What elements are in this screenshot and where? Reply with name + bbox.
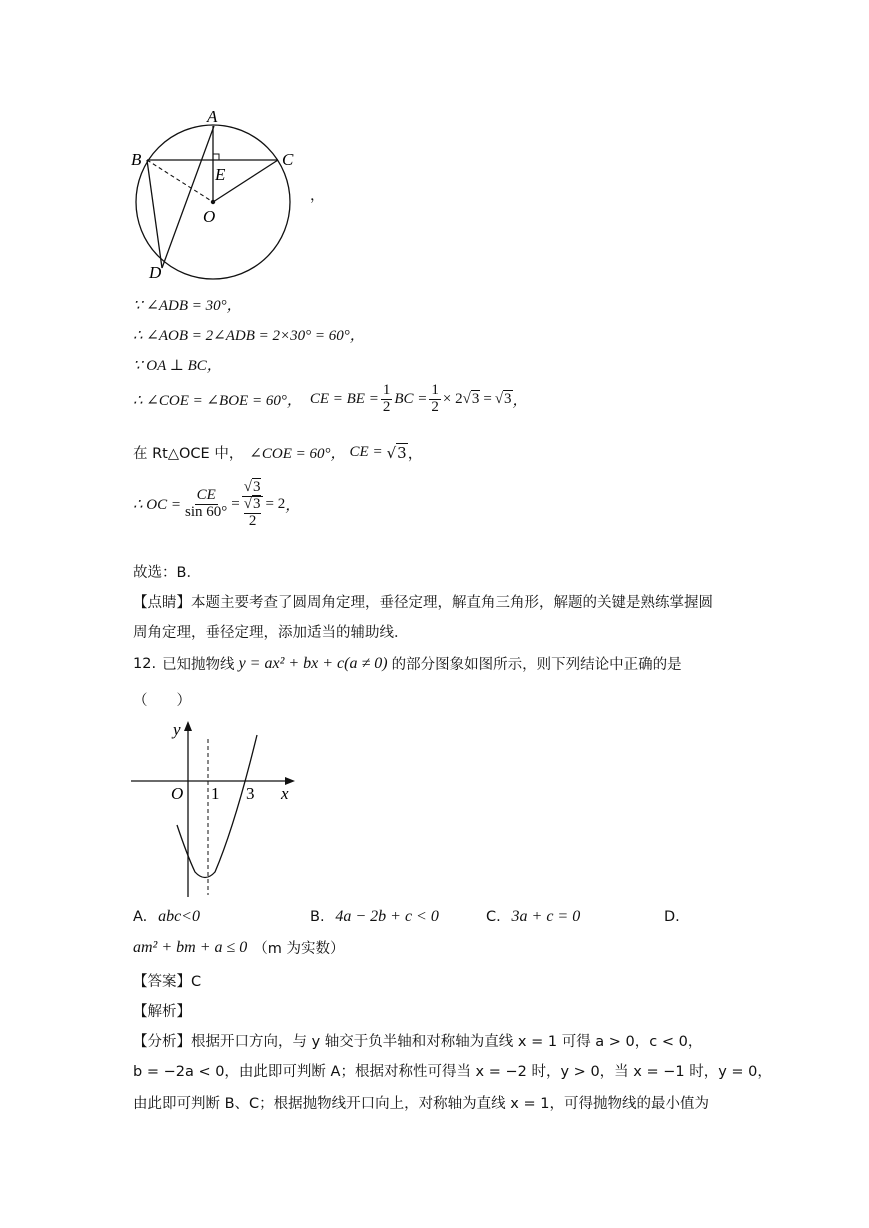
line5-prefix: 在 Rt△OCE 中， [133, 446, 244, 462]
line4-bc: BC = [394, 390, 428, 407]
right-angle-mark [213, 154, 219, 160]
solution-line-1: ∵ ∠ADB = 30°， [133, 298, 242, 314]
option-d[interactable]: D. [664, 909, 680, 925]
label-a: A [207, 107, 218, 126]
label-d: D [149, 263, 162, 282]
sqrt3-over-sqrt3-half: √3 √3 2 [242, 480, 264, 529]
comment-line-1: 【点睛】本题主要考查了圆周角定理，垂径定理，解直角三角形，解题的关键是熟练掌握圆 [133, 595, 713, 611]
sqrt-3-c: √3 [386, 443, 407, 462]
stem-part-b: 的部分图象如图所示，则下列结论中正确的是 [391, 657, 682, 673]
sqrt-3-a: √3 [462, 390, 480, 407]
line5-ce: CE = [349, 444, 383, 460]
label-c: C [282, 150, 294, 169]
option-b-text: 4a − 2b + c < 0 [335, 908, 439, 925]
y-axis-arrow [184, 721, 192, 731]
line4-equals: = [483, 390, 492, 407]
option-d-text: am² + bm + a ≤ 0 [133, 938, 248, 956]
solution-line-3: ∵ OA ⊥ BC， [133, 358, 222, 374]
option-d-content [133, 937, 345, 958]
option-a[interactable]: A. abc<0 [133, 908, 200, 925]
analysis-header: 【解析】 [133, 1004, 191, 1020]
solution-line-4 [133, 383, 528, 416]
question-number: 12. [133, 655, 157, 672]
label-b: B [131, 150, 142, 169]
answer-line: 【答案】C [133, 974, 202, 990]
option-c[interactable]: C. 3a + c = 0 [486, 908, 581, 925]
label-x: x [281, 784, 289, 803]
question-12-stem [133, 653, 682, 674]
label-origin: O [171, 784, 184, 803]
label-y: y [173, 720, 181, 739]
circle-geometry-figure [120, 100, 320, 285]
half-fraction-1: $\frac{1}{2}$ [382, 382, 391, 415]
label-o: O [203, 207, 216, 226]
option-a-text: abc<0 [158, 908, 200, 925]
line4-ce-be: CE = BE = [309, 390, 379, 407]
line6-end: ， [285, 498, 301, 515]
comment-line-2: 周角定理，垂径定理，添加适当的辅助线． [133, 625, 409, 641]
segment-bo-dashed [147, 160, 213, 202]
stem-formula: y = ax² + bx + c(a ≠ 0) [238, 654, 388, 672]
stem-part-a: 已知抛物线 [162, 657, 235, 673]
line6-result: = 2 [265, 496, 286, 513]
line4-end: ， [512, 392, 528, 409]
half-fraction-2: $\frac{1}{2}$ [431, 382, 439, 415]
question-blank: （ ） [133, 693, 191, 709]
parabola-curve [177, 735, 257, 878]
solution-line-6 [133, 480, 300, 529]
parabola-graph [125, 715, 305, 905]
label-e: E [215, 165, 226, 184]
line4-angles: ∴ ∠COE = ∠BOE = 60°， [133, 392, 302, 409]
solution-line-2: ∴ ∠AOB = 2∠ADB = 2×30° = 60°， [133, 328, 365, 344]
answer-select: 故选：B． [133, 565, 201, 581]
option-b[interactable]: B. 4a − 2b + c < 0 [310, 908, 439, 925]
ce-over-sin60: $\frac{CE}{\sin 60^\circ}$ [185, 487, 228, 521]
option-d-note: （m 为实数） [253, 941, 345, 957]
sqrt-3-b: √3 [494, 390, 512, 407]
center-point [211, 200, 215, 204]
line5-end: ， [407, 444, 423, 462]
line6-oc: ∴ OC = [133, 497, 182, 514]
analysis-line-1: 【分析】根据开口方向，与 y 轴交于负半轴和对称轴为直线 x = 1 可得 a > 0，c < 0， [133, 1034, 703, 1050]
figure-trailing-comma: ， [310, 188, 325, 204]
label-one: 1 [211, 784, 220, 803]
option-c-text: 3a + c = 0 [511, 908, 581, 925]
analysis-line-2: b = −2a < 0，由此即可判断 A；根据对称性可得当 x = −2 时，y > 0，当 x = −1 时，y = 0， [133, 1064, 772, 1080]
analysis-line-3: 由此即可判断 B、C；根据抛物线开口向上，对称轴为直线 x = 1，可得抛物线的最小值为 [133, 1096, 709, 1112]
line6-eq: = [231, 496, 240, 513]
segment-ad [162, 126, 214, 268]
line5-angle: ∠COE = 60°， [249, 446, 346, 462]
label-three: 3 [246, 784, 255, 803]
line4-times-two: × 2 [442, 390, 463, 407]
solution-line-5 [133, 442, 423, 463]
